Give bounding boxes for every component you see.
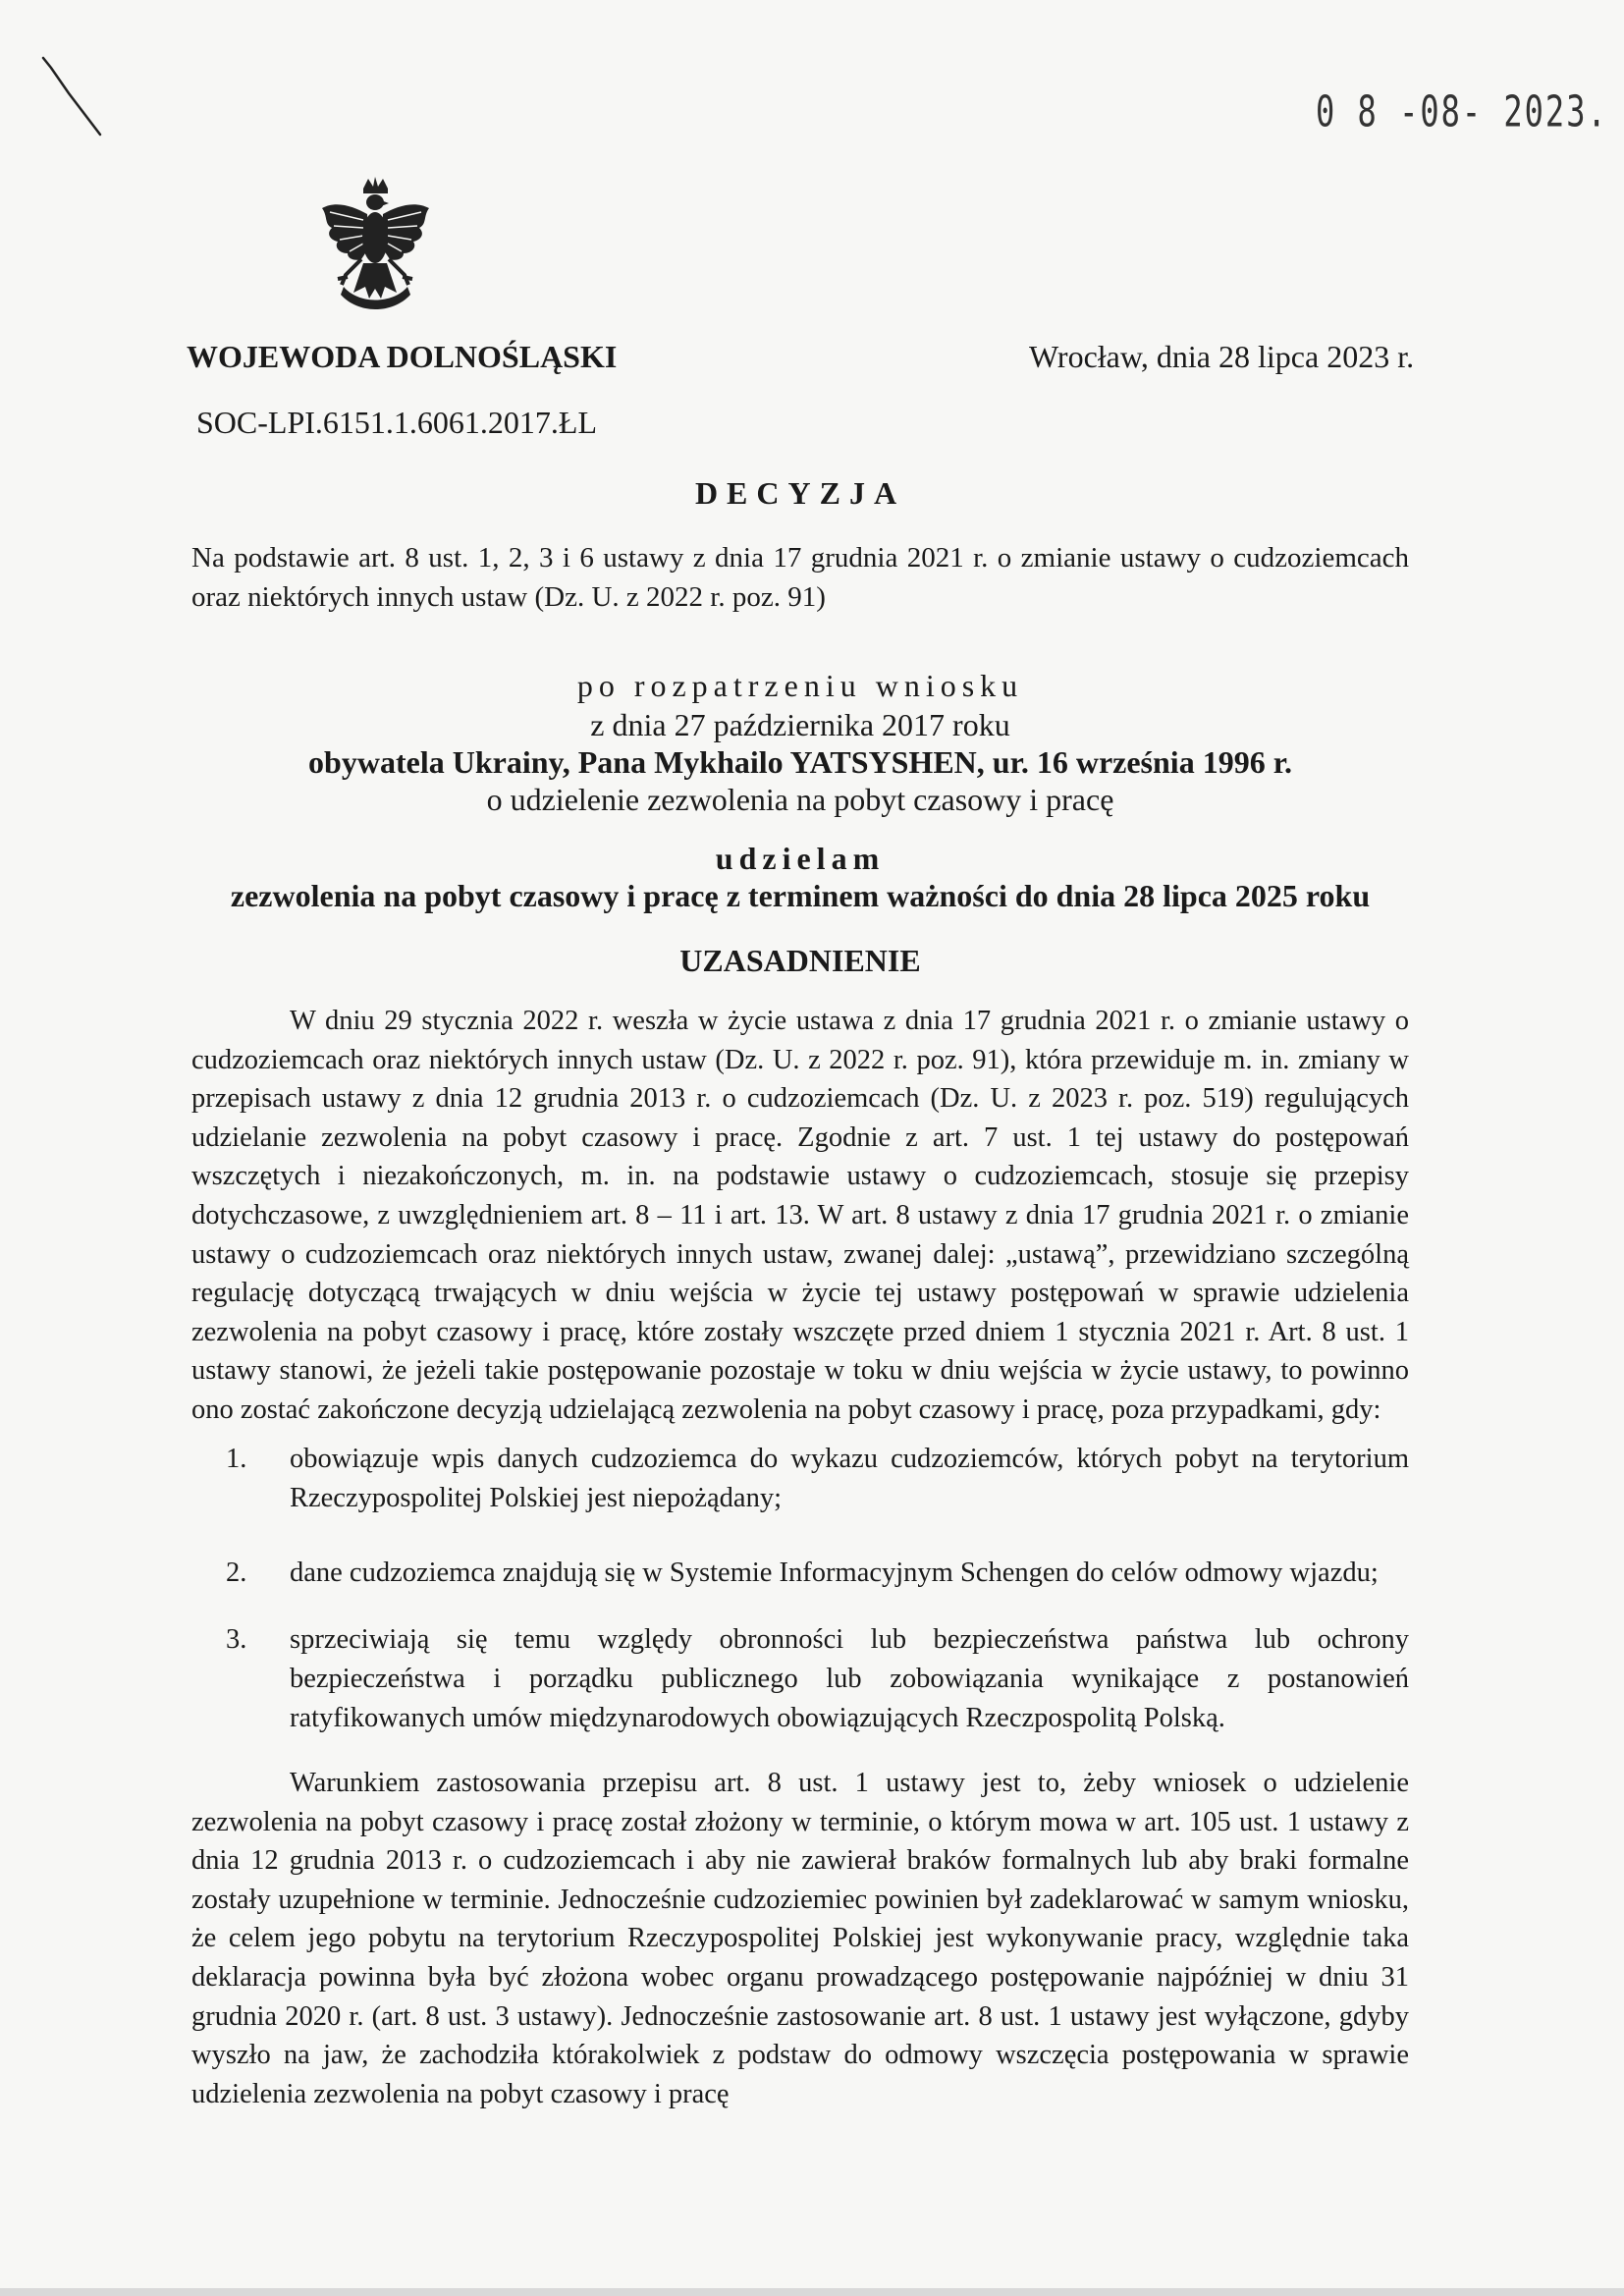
decision-verb: udzielam	[715, 841, 886, 876]
justification-paragraph-2: Warunkiem zastosowania przepisu art. 8 ust. 1 ustawy jest to, żeby wniosek o udzielenie zezwolenia na pobyt czasowy i pracę został złożony w terminie, o którym mowa w art. 105 ust. 1 ustawy z dnia 12 grudnia 2013 r. o cudzoziemcach i aby nie zawierał braków formalnych lub aby braki formalne zostały uzupełnione w terminie. Jednocześnie cudzoziemiec powinien był zadeklarować w samym wniosku, że celem jego pobytu na terytorium Rzeczypospolitej Polskiej jest wykonywanie pracy, względnie taka deklaracja powinna była być złożona wobec organu prowadzącego postępowanie najpóźniej w dniu 31 grudnia 2020 r. (art. 8 ust. 3 ustawy). Jednocześnie zastosowanie art. 8 ust. 1 ustawy jest wyłączone, gdyby wyszło na jaw, że zachodziła którakolwiek z podstaw do odmowy wszczęcia postępowania w sprawie udzielenia zezwolenia na pobyt czasowy i pracę	[191, 1768, 1409, 2109]
list-item-number: 1.	[226, 1444, 247, 1474]
list-item-text: dane cudzoziemca znajdują się w Systemie Informacyjnym Schengen do celów odmowy wjazdu;	[290, 1558, 1379, 1588]
document-title: DECYZJA	[694, 475, 906, 511]
list-item	[226, 1620, 1409, 1738]
justification-heading: UZASADNIENIE	[679, 943, 921, 978]
application-line-2: z dnia 27 października 2017 roku	[590, 707, 1010, 742]
list-item-number: 2.	[226, 1558, 247, 1588]
list-item-text: sprzeciwiają się temu względy obronności lub bezpieczeństwa państwa lub ochrony bezpieczeństwa i porządku publicznego lub zobowiązania wynikające z postanowień ratyfikowanych umów międzynarodowych obowiązujących Rzeczpospolitą Polską.	[290, 1624, 1409, 1733]
scan-bottom-edge	[0, 2288, 1624, 2296]
decision-text: zezwolenia na pobyt czasowy i pracę z terminem ważności do dnia 28 lipca 2025 roku	[230, 878, 1371, 913]
list-item-text: obowiązuje wpis danych cudzoziemca do wykazu cudzoziemców, których pobyt na terytorium Rzeczypospolitej Polskiej jest niepożądany;	[290, 1444, 1409, 1513]
case-reference-number: SOC-LPI.6151.1.6061.2017.ŁL	[196, 405, 597, 440]
polish-eagle-emblem-icon	[314, 177, 437, 319]
list-item	[226, 1440, 1409, 1518]
list-item-number: 3.	[226, 1624, 247, 1655]
application-line-3: obywatela Ukrainy, Pana Mykhailo YATSYSHEN, ur. 16 września 1996 r.	[308, 744, 1292, 780]
place-and-date: Wrocław, dnia 28 lipca 2023 r.	[1029, 339, 1415, 374]
pen-stroke-mark	[39, 54, 118, 142]
application-line-4: o udzielenie zezwolenia na pobyt czasowy i pracę	[486, 782, 1114, 817]
received-date-stamp: 0 8 -08- 2023.	[1316, 86, 1608, 137]
application-line-1: po rozpatrzeniu wniosku	[576, 668, 1024, 703]
legal-basis-paragraph: Na podstawie art. 8 ust. 1, 2, 3 i 6 ustawy z dnia 17 grudnia 2021 r. o zmianie ustawy o cudzoziemcach oraz niektórych innych ustaw (Dz. U. z 2022 r. poz. 91)	[191, 542, 1409, 613]
issuer-name: WOJEWODA DOLNOŚLĄSKI	[187, 339, 618, 374]
list-item	[226, 1554, 1409, 1593]
justification-paragraph-1: W dniu 29 stycznia 2022 r. weszła w życie ustawa z dnia 17 grudnia 2021 r. o zmianie ustawy o cudzoziemcach oraz niektórych innych ustaw (Dz. U. z 2022 r. poz. 91), która przewiduje m. in. zmiany w przepisach ustawy z dnia 12 grudnia 2013 r. o cudzoziemcach (Dz. U. z 2023 r. poz. 519) regulujących udzielanie zezwolenia na pobyt czasowy i pracę. Zgodnie z art. 7 ust. 1 tej ustawy do postępowań wszczętych i niezakończonych, m. in. na podstawie ustawy o cudzoziemcach, stosuje się przepisy dotychczasowe, z uwzględnieniem art. 8 – 11 i art. 13. W art. 8 ustawy z dnia 17 grudnia 2021 r. o zmianie ustawy o cudzoziemcach oraz niektórych innych ustaw, zwanej dalej: „ustawą”, przewidziano szczególną regulację dotyczącą trwających w dniu wejścia w życie tej ustawy postępowań w sprawie udzielenia zezwolenia na pobyt czasowy i pracę, które zostały wszczęte przed dniem 1 stycznia 2021 r. Art. 8 ust. 1 ustawy stanowi, że jeżeli takie postępowanie pozostaje w toku w dniu wejścia w życie ustawy, to powinno ono zostać zakończone decyzją udzielającą zezwolenia na pobyt czasowy i pracę, poza przypadkami, gdy:	[191, 1006, 1409, 1425]
